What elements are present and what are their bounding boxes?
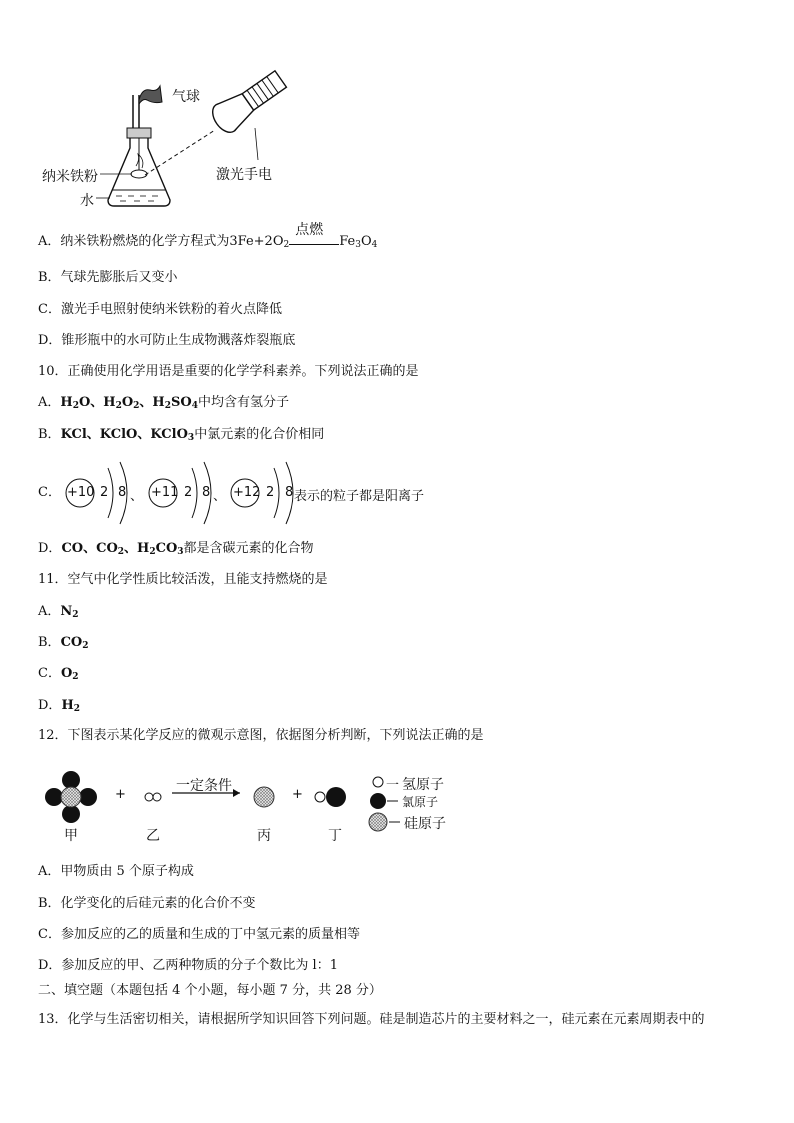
powder-label: 纳米铁粉 <box>42 169 98 185</box>
plus-sign-1: + <box>115 787 126 802</box>
q11-stem: 11．空气中化学性质比较活泼，且能支持燃烧的是 <box>38 572 328 587</box>
legend-hydrogen: 氢原子 <box>402 777 444 793</box>
atom1-nucleus: +10 <box>67 485 95 500</box>
atom2-nucleus: +11 <box>151 485 179 500</box>
q10-option-c-label: C． <box>38 485 61 500</box>
q12-option-c: C．参加反应的乙的质量和生成的丁中氢元素的质量相等 <box>38 927 360 942</box>
name-bing: 丙 <box>257 828 271 844</box>
q12-option-b: B．化学变化的后硅元素的化合价不变 <box>38 896 256 911</box>
q10-option-d: D．CO、$CO_2$、$H_2CO_3$都是含碳元素的化合物 <box>38 541 314 557</box>
q11-option-b: B．$CO_2$ <box>38 635 89 651</box>
reaction-arrow: 点燃 <box>289 236 339 245</box>
q10-option-c-tail: 表示的粒子都是阳离子 <box>294 489 425 504</box>
molecule-ding <box>315 787 346 807</box>
q10-stem: 10．正确使用化学用语是重要的化学学科素养。下列说法正确的是 <box>38 364 419 379</box>
atom1-shell1: 2 <box>100 485 109 500</box>
q9-option-a: A．纳米铁粉燃烧的化学方程式为$3Fe+2O_2$ 点燃 $Fe_3O_4$ <box>38 222 378 250</box>
name-yi: 乙 <box>146 828 160 844</box>
legend-silicon: 硅原子 <box>404 816 446 832</box>
q13-stem: 13．化学与生活密切相关，请根据所学知识回答下列问题。硅是制造芯片的主要材料之一，硅元素在元素周期表中的 <box>38 1012 705 1027</box>
q11-option-c: C．$O_2$ <box>38 666 79 682</box>
laser-label: 激光手电 <box>216 167 272 183</box>
reaction-condition: 一定条件 <box>176 778 232 794</box>
atom3-nucleus: +12 <box>233 485 261 500</box>
molecule-jia <box>45 771 97 823</box>
balloon-label: 气球 <box>172 89 200 105</box>
q9-option-b: B．气球先膨胀后又变小 <box>38 270 178 285</box>
q12-option-a: A．甲物质由 5 个原子构成 <box>38 864 194 879</box>
atom3-shell2: 8 <box>285 485 294 500</box>
q12-stem: 12．下图表示某化学反应的微观示意图，依据图分析判断，下列说法正确的是 <box>38 728 484 743</box>
atom2-shell1: 2 <box>184 485 193 500</box>
q10-option-b: B．KCl、KClO、KClO$_3$中氯元素的化合价相同 <box>38 427 325 443</box>
q12-option-d: D．参加反应的甲、乙两种物质的分子个数比为 l：1 <box>38 958 338 973</box>
q11-option-d: D．$H_2$ <box>38 698 80 714</box>
legend-chlorine: 氯原子 <box>402 795 439 809</box>
molecule-yi <box>145 793 161 801</box>
section-title: 二、填空题（本题包括 4 个小题，每小题 7 分，共 28 分） <box>38 983 382 998</box>
q9-option-c: C．激光手电照射使纳米铁粉的着火点降低 <box>38 302 282 317</box>
atom1-sep: 、 <box>130 489 144 504</box>
experiment-figure <box>0 0 794 230</box>
plus-sign-2: + <box>292 787 303 802</box>
atom2-sep: 、 <box>213 489 227 504</box>
molecule-bing <box>254 787 274 807</box>
q10-option-a: A．$H_2O$、$H_2O_2$、$H_2SO_4$中均含有氢分子 <box>38 395 289 411</box>
atom3-shell1: 2 <box>266 485 275 500</box>
q11-option-a: A．$N_2$ <box>38 604 79 620</box>
name-jia: 甲 <box>64 828 78 844</box>
name-ding: 丁 <box>328 828 342 844</box>
atom1-shell2: 8 <box>118 485 127 500</box>
water-label: 水 <box>80 193 94 209</box>
q9-option-d: D．锥形瓶中的水可防止生成物溅落炸裂瓶底 <box>38 333 296 348</box>
atom2-shell2: 8 <box>202 485 211 500</box>
legend-dash: 一 <box>386 778 400 793</box>
